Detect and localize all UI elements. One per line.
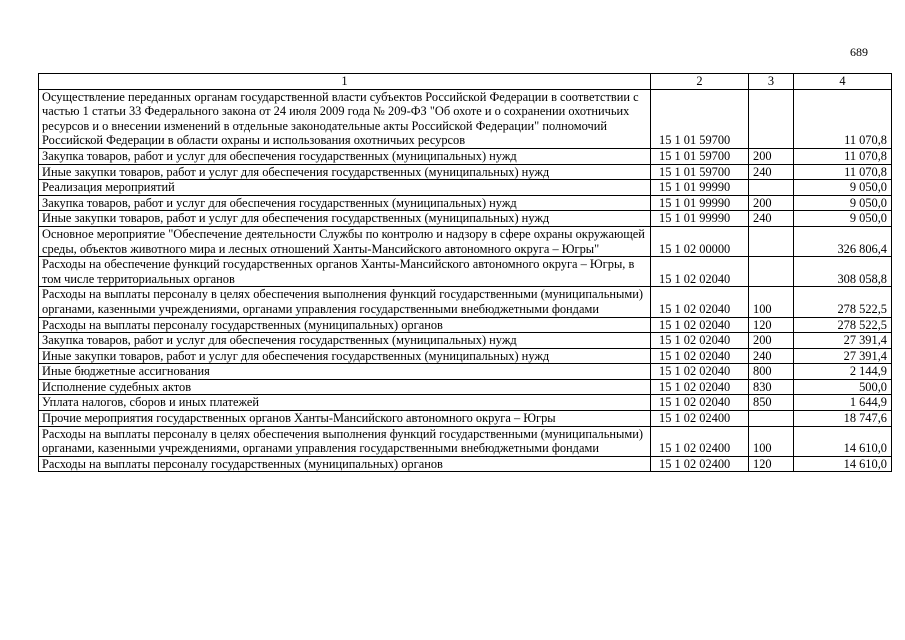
row-name: Иные закупки товаров, работ и услуг для обеспечения государственных (муниципальных) нужд — [39, 164, 651, 180]
row-expense-type: 240 — [749, 348, 794, 364]
table-row — [39, 348, 892, 364]
row-target-code: 15 1 01 99990 — [651, 195, 749, 211]
row-target-code: 15 1 02 02040 — [651, 379, 749, 395]
table-row — [39, 379, 892, 395]
row-name: Расходы на обеспечение функций государственных органов Ханты-Мансийского автономного округа – Югры, в том числе территориальных органов — [39, 257, 651, 287]
row-amount: 308 058,8 — [794, 257, 892, 287]
table-row — [39, 395, 892, 411]
row-name: Расходы на выплаты персоналу государственных (муниципальных) органов — [39, 317, 651, 333]
row-target-code: 15 1 02 02040 — [651, 333, 749, 349]
header-col-4: 4 — [794, 74, 892, 90]
table-body — [39, 89, 892, 472]
row-expense-type — [749, 226, 794, 256]
row-expense-type: 830 — [749, 379, 794, 395]
row-amount: 1 644,9 — [794, 395, 892, 411]
row-name: Исполнение судебных актов — [39, 379, 651, 395]
row-target-code: 15 1 02 02040 — [651, 257, 749, 287]
table-row — [39, 211, 892, 227]
row-expense-type: 800 — [749, 364, 794, 380]
table-header-row — [39, 74, 892, 90]
row-expense-type — [749, 411, 794, 427]
row-amount: 11 070,8 — [794, 89, 892, 148]
row-amount: 9 050,0 — [794, 180, 892, 196]
table-row — [39, 333, 892, 349]
row-expense-type: 120 — [749, 456, 794, 472]
row-expense-type: 850 — [749, 395, 794, 411]
table-row — [39, 364, 892, 380]
row-amount: 2 144,9 — [794, 364, 892, 380]
budget-table — [38, 73, 892, 472]
row-target-code: 15 1 02 02400 — [651, 426, 749, 456]
row-target-code: 15 1 02 02040 — [651, 287, 749, 317]
page-number: 689 — [850, 45, 868, 59]
row-name: Расходы на выплаты персоналу государственных (муниципальных) органов — [39, 456, 651, 472]
row-amount: 11 070,8 — [794, 148, 892, 164]
row-amount: 18 747,6 — [794, 411, 892, 427]
row-name: Расходы на выплаты персоналу в целях обеспечения выполнения функций государственными (муниципальными) органами, казенными учреждениями, органами управления государственными внебюджетными фондами — [39, 426, 651, 456]
table-row — [39, 226, 892, 256]
row-expense-type — [749, 180, 794, 196]
row-name: Осуществление переданных органам государственной власти субъектов Российской Федерации в соответствии с частью 1 статьи 33 Федерального закона от 24 июля 2009 года № 209-ФЗ "Об охоте и о сохранении охотничьих ресурсов и о внесении изменений в отдельные законодательные акты Российской Федерации" полномочий Российской Федерации в области охраны и использования охотничьих ресурсов — [39, 89, 651, 148]
row-expense-type: 100 — [749, 287, 794, 317]
row-name: Иные закупки товаров, работ и услуг для обеспечения государственных (муниципальных) нужд — [39, 348, 651, 364]
row-name: Расходы на выплаты персоналу в целях обеспечения выполнения функций государственными (муниципальными) органами, казенными учреждениями, органами управления государственными внебюджетными фондами — [39, 287, 651, 317]
row-name: Закупка товаров, работ и услуг для обеспечения государственных (муниципальных) нужд — [39, 333, 651, 349]
table-row — [39, 317, 892, 333]
row-name: Прочие мероприятия государственных органов Ханты-Мансийского автономного округа – Югры — [39, 411, 651, 427]
table-row — [39, 180, 892, 196]
row-target-code: 15 1 02 02400 — [651, 456, 749, 472]
row-amount: 27 391,4 — [794, 348, 892, 364]
row-amount: 500,0 — [794, 379, 892, 395]
row-name: Уплата налогов, сборов и иных платежей — [39, 395, 651, 411]
row-expense-type — [749, 89, 794, 148]
row-name: Иные бюджетные ассигнования — [39, 364, 651, 380]
row-amount: 9 050,0 — [794, 195, 892, 211]
row-target-code: 15 1 01 59700 — [651, 89, 749, 148]
row-amount: 326 806,4 — [794, 226, 892, 256]
row-amount: 14 610,0 — [794, 456, 892, 472]
table-row — [39, 89, 892, 148]
header-col-3: 3 — [749, 74, 794, 90]
table-row — [39, 148, 892, 164]
row-target-code: 15 1 01 59700 — [651, 164, 749, 180]
table-row — [39, 411, 892, 427]
header-col-1: 1 — [39, 74, 651, 90]
row-expense-type — [749, 257, 794, 287]
row-expense-type: 240 — [749, 164, 794, 180]
row-target-code: 15 1 02 02400 — [651, 411, 749, 427]
row-expense-type: 120 — [749, 317, 794, 333]
row-expense-type: 100 — [749, 426, 794, 456]
row-amount: 27 391,4 — [794, 333, 892, 349]
table-row — [39, 287, 892, 317]
row-target-code: 15 1 02 02040 — [651, 364, 749, 380]
table-row — [39, 257, 892, 287]
row-name: Основное мероприятие "Обеспечение деятельности Службы по контролю и надзору в сфере охраны окружающей среды, объектов животного мира и лесных отношений Ханты-Мансийского автономного округа – Югры" — [39, 226, 651, 256]
row-target-code: 15 1 02 00000 — [651, 226, 749, 256]
row-name: Реализация мероприятий — [39, 180, 651, 196]
table-row — [39, 456, 892, 472]
table-row — [39, 164, 892, 180]
row-target-code: 15 1 02 02040 — [651, 317, 749, 333]
row-target-code: 15 1 01 99990 — [651, 180, 749, 196]
row-name: Закупка товаров, работ и услуг для обеспечения государственных (муниципальных) нужд — [39, 148, 651, 164]
row-target-code: 15 1 01 99990 — [651, 211, 749, 227]
row-expense-type: 200 — [749, 333, 794, 349]
row-amount: 14 610,0 — [794, 426, 892, 456]
row-expense-type: 200 — [749, 195, 794, 211]
table-row — [39, 426, 892, 456]
row-amount: 9 050,0 — [794, 211, 892, 227]
row-target-code: 15 1 02 02040 — [651, 395, 749, 411]
row-expense-type: 240 — [749, 211, 794, 227]
header-col-2: 2 — [651, 74, 749, 90]
row-target-code: 15 1 02 02040 — [651, 348, 749, 364]
table-row — [39, 195, 892, 211]
row-amount: 278 522,5 — [794, 287, 892, 317]
row-name: Закупка товаров, работ и услуг для обеспечения государственных (муниципальных) нужд — [39, 195, 651, 211]
row-expense-type: 200 — [749, 148, 794, 164]
row-name: Иные закупки товаров, работ и услуг для обеспечения государственных (муниципальных) нужд — [39, 211, 651, 227]
row-amount: 11 070,8 — [794, 164, 892, 180]
row-target-code: 15 1 01 59700 — [651, 148, 749, 164]
row-amount: 278 522,5 — [794, 317, 892, 333]
